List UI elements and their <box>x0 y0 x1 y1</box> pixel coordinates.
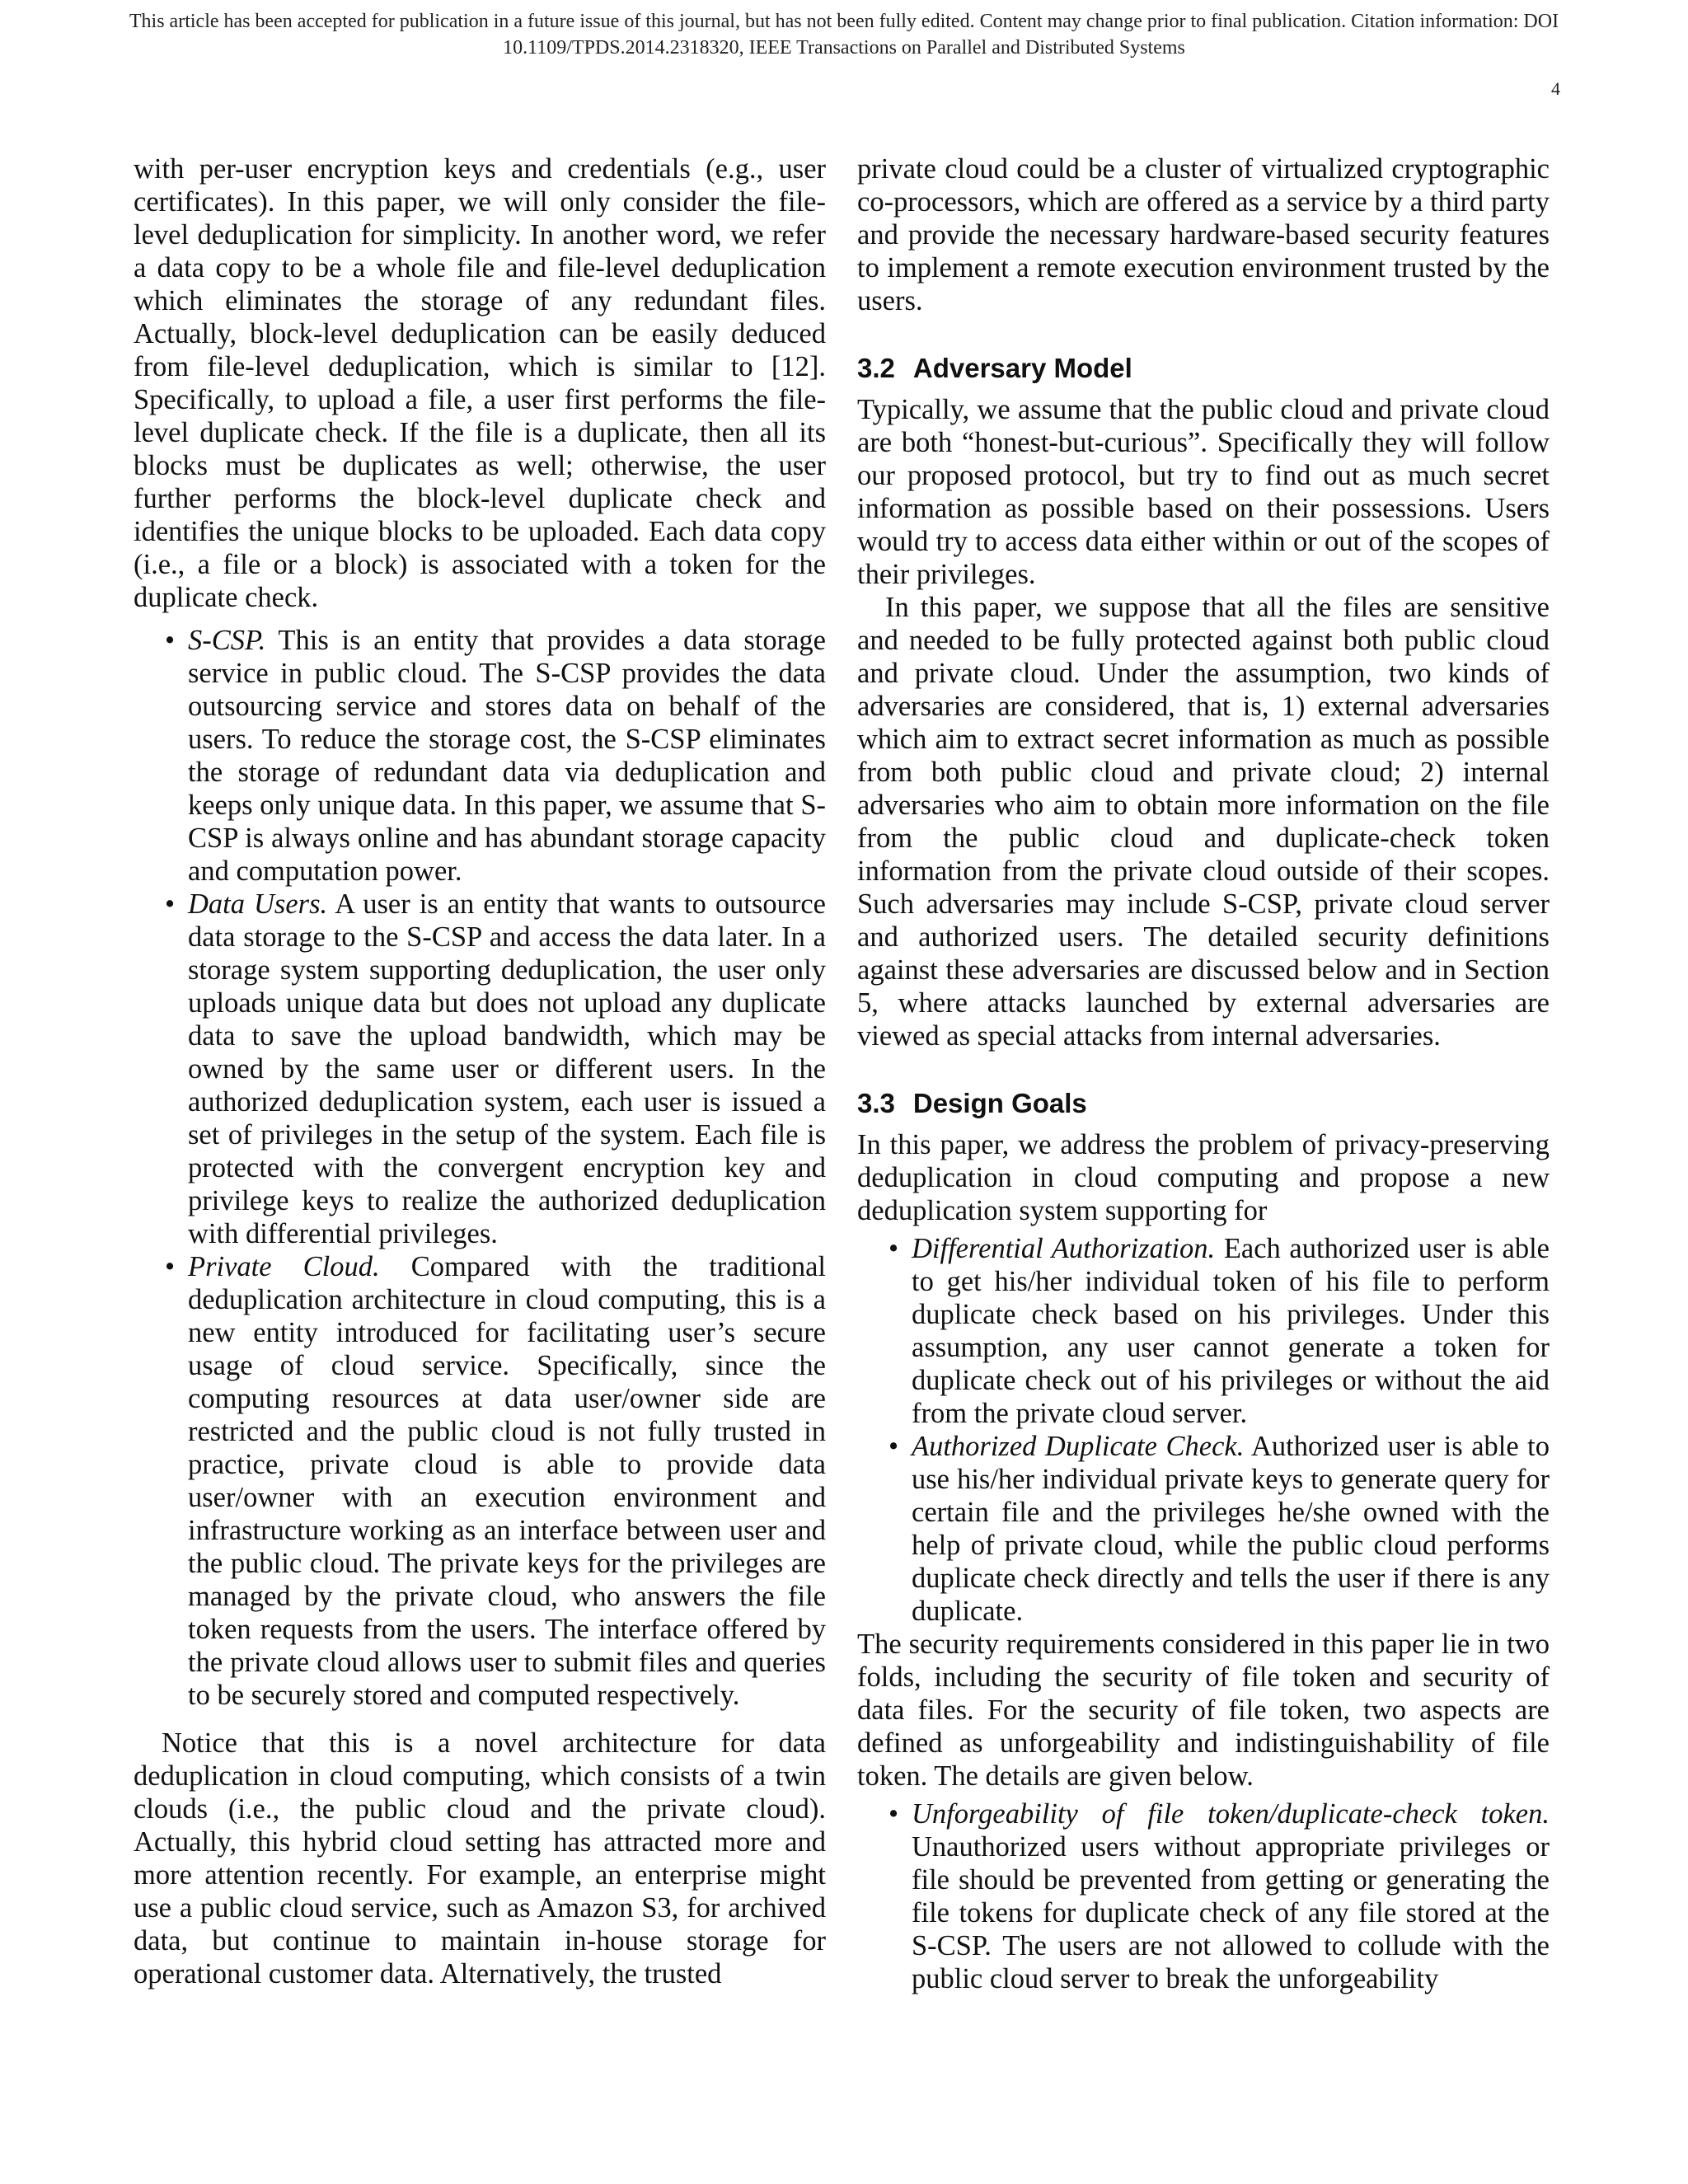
right-column <box>857 152 1550 1995</box>
list-item-unforgeability <box>857 1797 1550 1995</box>
list-term: Authorized Duplicate Check. <box>912 1431 1245 1462</box>
list-item-private-cloud <box>134 1250 826 1712</box>
design-goals-paragraph-2: The security requirements considered in this paper lie in two folds, including the security of file token and security of data files. For the security of file token, two aspects are defined as unforgeability and indistinguishability of file token. The details are given below. <box>857 1629 1550 1792</box>
header-line-2: 10.1109/TPDS.2014.2318320, IEEE Transactions on Parallel and Distributed Systems <box>503 37 1185 59</box>
list-term: Differential Authorization. <box>912 1233 1216 1264</box>
section-title: Design Goals <box>912 1088 1087 1118</box>
section-heading-design-goals <box>857 1087 1550 1120</box>
list-text: This is an entity that provides a data storage service in public cloud. The S-CSP provides the data outsourcing service and stores data on behalf of the users. To reduce the storage cost, the S-CSP eliminates the storage of redundant data via deduplication and keeps only unique data. In this paper, we assume that S-CSP is always online and has abundant storage capacity and computation power. <box>188 625 826 887</box>
list-term: Unforgeability of file token/duplicate-check token. <box>912 1798 1550 1830</box>
list-text: Unauthorized users without appropriate privileges or file should be prevented from getting or generating the file tokens for duplicate check of any file stored at the S-CSP. The users are not allowed to collude with the public cloud server to break the unforgeability <box>912 1831 1550 1994</box>
design-goals-paragraph-1: In this paper, we address the problem of privacy-preserving deduplication in cloud computing and propose a new deduplication system supporting for <box>857 1129 1550 1226</box>
notice-paragraph: Notice that this is a novel architecture for data deduplication in cloud computing, which consists of a twin clouds (i.e., the public cloud and the private cloud). Actually, this hybrid cloud setting has attracted more and more attention recently. For example, an enterprise might use a public cloud service, such as Amazon S3, for archived data, but continue to maintain in-house storage for operational customer data. Alternatively, the trusted <box>134 1727 826 1990</box>
list-item-scsp <box>134 624 826 888</box>
bullet-icon: • <box>165 888 176 920</box>
list-term: Private Cloud. <box>188 1251 380 1282</box>
page-number: 4 <box>1551 78 1560 99</box>
list-term: Data Users. <box>188 888 328 920</box>
adversary-paragraph-1: Typically, we assume that the public cloud and private cloud are both “honest-but-curious”. Specifically they will follow our proposed protocol, but try to find out as much secret information as possible based on their possessions. Users would try to access data either within or out of the scopes of their privileges. <box>857 394 1550 590</box>
bullet-icon: • <box>889 1233 899 1264</box>
bullet-icon: • <box>165 1251 176 1282</box>
list-text: A user is an entity that wants to outsource data storage to the S-CSP and access the data later. In a storage system supporting deduplication, the user only uploads unique data but does not upload any duplicate data to save the upload bandwidth, which may be owned by the same user or different users. In the authorized deduplication system, each user is issued a set of privileges in the setup of the system. Each file is protected with the convergent encryption key and privilege keys to realize the authorized deduplication with differential privileges. <box>188 888 826 1249</box>
section-heading-adversary-model <box>857 352 1550 385</box>
continuation-paragraph: private cloud could be a cluster of virtualized cryptographic co-processors, which are offered as a service by a third party and provide the necessary hardware-based security features to implement a remote execution environment trusted by the users. <box>857 153 1550 316</box>
bullet-icon: • <box>889 1798 899 1830</box>
list-item-authorized-duplicate-check <box>857 1430 1550 1628</box>
security-list <box>857 1797 1550 1995</box>
section-title: Adversary Model <box>912 353 1132 383</box>
list-item-differential-authorization <box>857 1232 1550 1430</box>
list-item-data-users <box>134 888 826 1250</box>
journal-header <box>0 8 1688 61</box>
list-text: Each authorized user is able to get his/her individual token of his file to perform duplicate check based on his privileges. Under this assumption, any user cannot generate a token for duplicate check out of his privileges or without the aid from the private cloud server. <box>912 1233 1550 1429</box>
list-text: Compared with the traditional deduplication architecture in cloud computing, this is a new entity introduced for facilitating user’s secure usage of cloud service. Specifically, since the computing resources at data user/owner side are restricted and the public cloud is not fully trusted in practice, private cloud is able to provide data user/owner with an execution environment and infrastructure working as an interface between user and the public cloud. The private keys for the privileges are managed by the private cloud, who answers the file token requests from the users. The interface offered by the private cloud allows user to submit files and queries to be securely stored and computed respectively. <box>188 1251 827 1711</box>
adversary-paragraph-2: In this paper, we suppose that all the files are sensitive and needed to be fully protected against both public cloud and private cloud. Under the assumption, two kinds of adversaries are considered, that is, 1) external adversaries which aim to extract secret information as much as possible from both public cloud and private cloud; 2) internal adversaries who aim to obtain more information on the file from the public cloud and duplicate-check token information from the private cloud outside of their scopes. Such adversaries may include S-CSP, private cloud server and authorized users. The detailed security definitions against these adversaries are discussed below and in Section 5, where attacks launched by external adversaries are viewed as special attacks from internal adversaries. <box>857 592 1550 1052</box>
entity-list <box>134 624 826 1712</box>
goals-list <box>857 1232 1550 1628</box>
list-term: S-CSP. <box>188 625 266 656</box>
bullet-icon: • <box>889 1431 899 1462</box>
list-text: Authorized user is able to use his/her individual private keys to generate query for certain file and the privileges he/she owned with the help of private cloud, while the public cloud performs duplicate check directly and tells the user if there is any duplicate. <box>912 1431 1550 1627</box>
left-column <box>134 152 826 1990</box>
intro-paragraph: with per-user encryption keys and credentials (e.g., user certificates). In this paper, we will only consider the file-level deduplication for simplicity. In another word, we refer a data copy to be a whole file and file-level deduplication which eliminates the storage of any redundant files. Actually, block-level deduplication can be easily deduced from file-level deduplication, which is similar to [12]. Specifically, to upload a file, a user first performs the file-level duplicate check. If the file is a duplicate, then all its blocks must be duplicates as well; otherwise, the user further performs the block-level duplicate check and identifies the unique blocks to be uploaded. Each data copy (i.e., a file or a block) is associated with a token for the duplicate check. <box>134 153 826 613</box>
bullet-icon: • <box>165 625 176 656</box>
section-number: 3.2 <box>857 353 895 383</box>
header-line-1: This article has been accepted for publication in a future issue of this journal, but has not been fully edited. Content may change prior to final publication. Citation information: DOI <box>129 11 1559 32</box>
section-number: 3.3 <box>857 1088 895 1118</box>
